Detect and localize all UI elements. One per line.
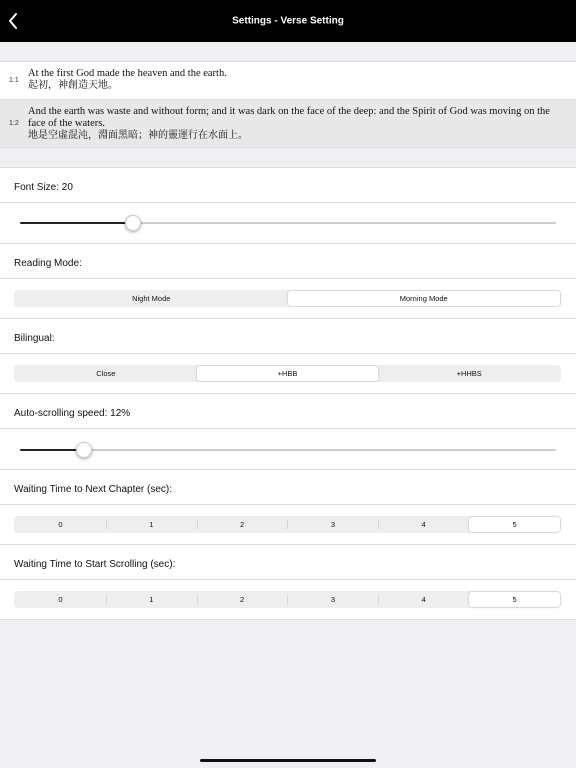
auto-scroll-label: Auto-scrolling speed: 12% — [14, 408, 131, 419]
reading-mode-label: Reading Mode: — [14, 258, 82, 269]
divider — [0, 428, 576, 429]
segment-option[interactable]: 1 — [106, 517, 197, 532]
segment-option[interactable]: 1 — [106, 592, 197, 607]
divider — [0, 393, 576, 394]
font-size-slider[interactable] — [20, 222, 556, 224]
verse-row — [0, 62, 576, 99]
next-chapter-wait-label: Waiting Time to Next Chapter (sec): — [14, 484, 173, 495]
segment-option[interactable]: +HBB — [197, 366, 379, 381]
segment-option[interactable]: Morning Mode — [288, 291, 561, 306]
slider-thumb[interactable] — [125, 215, 141, 231]
divider — [0, 619, 576, 620]
verse-number: 1:1 — [9, 76, 19, 84]
verse-english: And the earth was waste and without form; and it was dark on the face of the deep: and the Spirit of God was moving on the face of the waters. — [28, 106, 550, 129]
segment-option[interactable]: 3 — [287, 517, 378, 532]
divider — [0, 544, 576, 545]
slider-fill — [20, 449, 84, 451]
next-chapter-wait-segmented-control[interactable] — [14, 516, 561, 533]
segment-option[interactable]: +HHBS — [456, 369, 482, 378]
segment-option[interactable]: 4 — [378, 592, 469, 607]
segment-option[interactable]: 3 — [287, 592, 378, 607]
segment-option[interactable]: 2 — [197, 592, 288, 607]
segment-option[interactable]: 4 — [378, 517, 469, 532]
nav-bar — [0, 0, 576, 42]
start-scroll-wait-segmented-control[interactable] — [14, 591, 561, 608]
divider — [0, 469, 576, 470]
verse-chinese: 地是空虛混沌，淵面黑暗；神的靈運行在水面上。 — [28, 130, 248, 141]
segment-option[interactable]: 0 — [58, 520, 63, 529]
verse-row-highlighted — [0, 99, 576, 147]
slider-fill — [20, 222, 133, 224]
auto-scroll-slider[interactable] — [20, 449, 556, 451]
verse-english: At the first God made the heaven and the earth. — [28, 68, 227, 79]
settings-panel — [0, 167, 576, 619]
segment-option[interactable]: Night Mode — [132, 294, 171, 303]
divider — [0, 353, 576, 354]
verse-preview — [0, 61, 576, 148]
verse-number: 1:2 — [9, 119, 19, 127]
segment-option[interactable]: Close — [96, 369, 116, 378]
bilingual-segmented-control[interactable] — [14, 365, 561, 382]
font-size-label: Font Size: 20 — [14, 182, 73, 193]
segment-option[interactable]: 5 — [469, 517, 560, 532]
verse-chinese: 起初，神創造天地。 — [28, 80, 118, 91]
reading-mode-segmented-control[interactable] — [14, 290, 561, 307]
home-indicator[interactable] — [200, 759, 376, 762]
slider-thumb[interactable] — [76, 442, 92, 458]
segment-option[interactable]: 5 — [469, 592, 560, 607]
divider — [0, 278, 576, 279]
start-scroll-wait-label: Waiting Time to Start Scrolling (sec): — [14, 559, 176, 570]
bilingual-label: Bilingual: — [14, 333, 55, 344]
segment-option[interactable]: 0 — [58, 595, 63, 604]
divider — [0, 318, 576, 319]
divider — [0, 202, 576, 203]
divider — [0, 243, 576, 244]
segment-option[interactable]: 2 — [197, 517, 288, 532]
page-title: Settings - Verse Setting — [232, 15, 344, 27]
divider — [0, 504, 576, 505]
divider — [0, 579, 576, 580]
